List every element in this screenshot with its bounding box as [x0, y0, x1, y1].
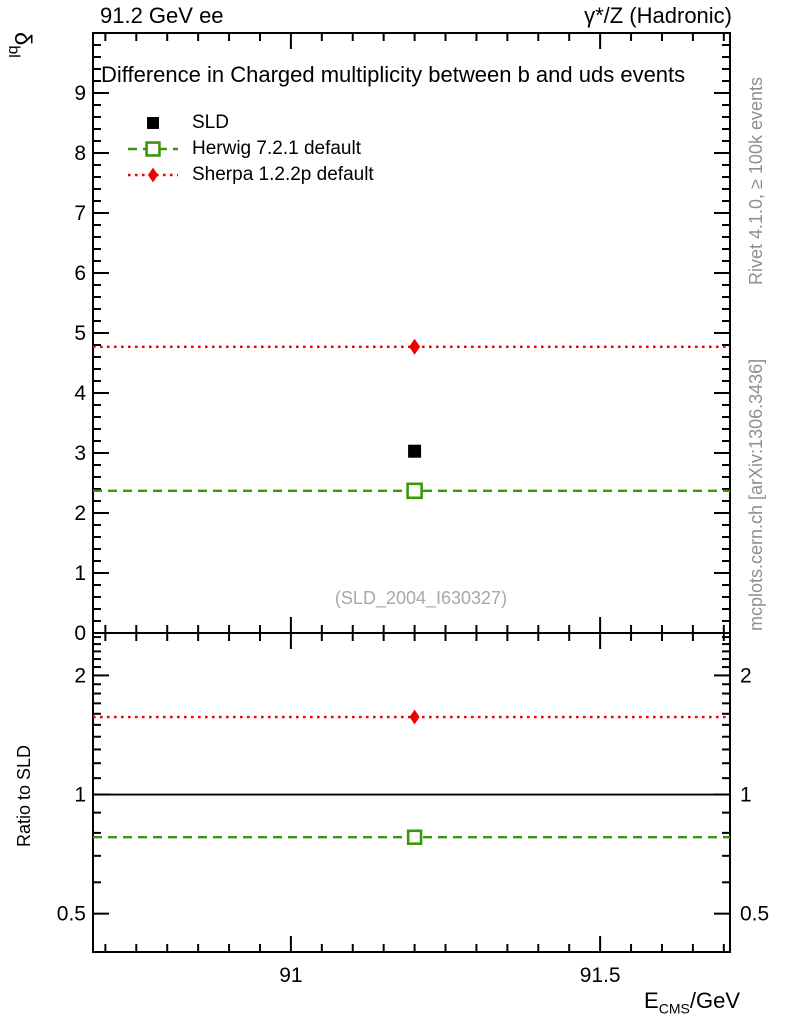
legend-label: Herwig 7.2.1 default	[192, 138, 361, 159]
legend-row-herwig	[127, 136, 374, 162]
y-axis-symbol: δ	[9, 32, 36, 46]
legend-marker-open-square	[127, 139, 179, 159]
y-tick-label-main: 1	[74, 562, 86, 585]
y-tick-label-main: 0	[74, 622, 86, 645]
legend-marker-shape	[147, 117, 159, 129]
ratio-tick-label-right: 0.5	[740, 902, 770, 926]
legend-label: Sherpa 1.2.2p default	[192, 164, 374, 185]
ratio-panel-frame	[93, 633, 730, 952]
x-axis-label	[644, 988, 740, 1016]
beam-energy-title: 91.2 GeV ee	[100, 3, 224, 28]
mcplots-reference-note: mcplots.cern.ch [arXiv:1306.3436]	[746, 358, 766, 631]
y-tick-label-main: 7	[74, 202, 86, 225]
x-axis-subscript: CMS	[658, 1000, 690, 1017]
sld-data-marker	[408, 445, 421, 458]
legend-marker-filled-diamond	[127, 165, 179, 185]
y-tick-label-main: 3	[74, 442, 86, 465]
plot-title: Difference in Charged multiplicity between b and uds events	[101, 62, 686, 87]
ratio-tick-label-right: 2	[740, 664, 752, 688]
analysis-id-watermark: (SLD_2004_I630327)	[334, 588, 508, 608]
sherpa-ratio-marker	[410, 710, 420, 725]
legend-row-sld	[127, 110, 374, 136]
ratio-tick-label-left: 2	[74, 664, 86, 688]
legend-marker-shape	[147, 143, 160, 156]
legend-marker-shape	[148, 168, 158, 183]
y-tick-label-main: 6	[74, 262, 86, 285]
y-tick-label-main: 8	[74, 142, 86, 165]
ratio-tick-label-right: 1	[740, 783, 752, 807]
ratio-tick-label-left: 1	[74, 783, 86, 807]
legend-marker-filled-square	[127, 113, 179, 133]
x-tick-label: 91.5	[579, 964, 621, 987]
x-axis-unit: /GeV	[689, 988, 740, 1013]
herwig-main-marker	[408, 484, 422, 498]
x-axis-symbol: E	[644, 988, 659, 1013]
rivet-version-note: Rivet 4.1.0, ≥ 100k events	[746, 77, 766, 285]
ratio-tick-label-left: 0.5	[56, 902, 86, 926]
y-tick-label-main: 2	[74, 502, 86, 525]
y-tick-label-main: 9	[74, 82, 86, 105]
ratio-axis-label: Ratio to SLD	[14, 744, 34, 847]
sherpa-main-marker	[409, 339, 420, 355]
legend-label: SLD	[192, 112, 229, 133]
y-tick-label-main: 4	[74, 382, 86, 405]
legend	[127, 110, 374, 188]
y-tick-label-main: 5	[74, 322, 86, 345]
herwig-ratio-marker	[408, 831, 421, 844]
process-title: γ*/Z (Hadronic)	[584, 3, 732, 28]
y-axis-subscript: bl	[5, 45, 23, 58]
legend-row-sherpa	[127, 162, 374, 188]
x-tick-label: 91	[279, 964, 303, 987]
